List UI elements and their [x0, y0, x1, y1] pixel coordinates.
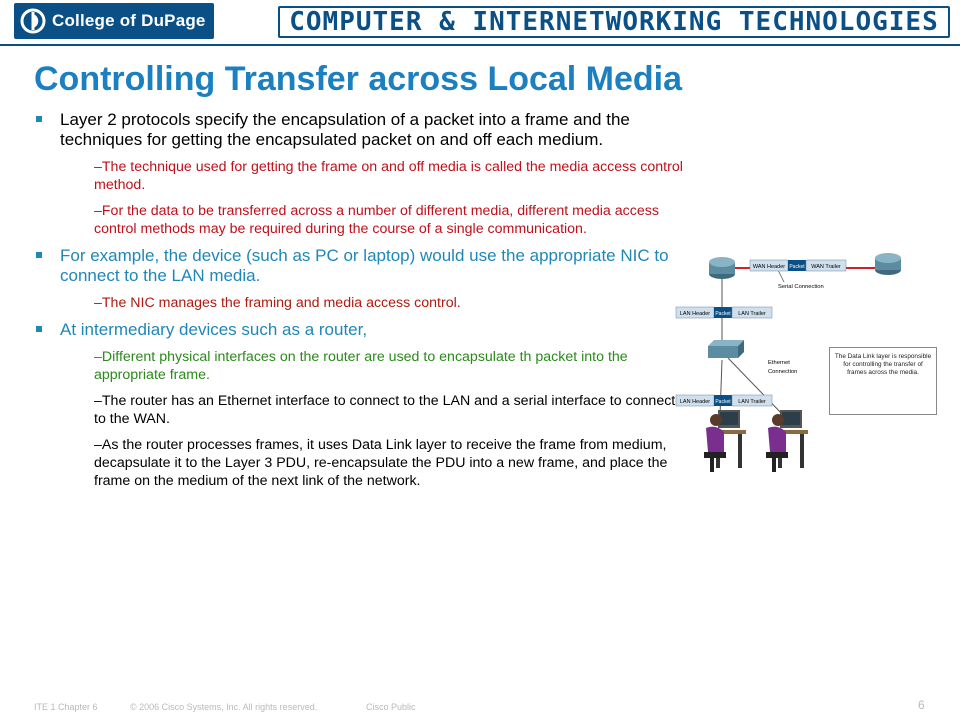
serial-connection-label: Serial Connection — [778, 284, 824, 290]
lan-trailer-label: LAN Trailer — [738, 311, 766, 317]
switch-pc-link — [720, 360, 722, 416]
packet-label: Packet — [715, 399, 731, 405]
bullet-square-icon — [36, 252, 42, 258]
program-banner — [278, 6, 950, 38]
sub-bullet: –The router has an Ethernet interface to connect to the LAN and a serial interface to connect to the WAN. — [94, 393, 676, 427]
header-divider — [0, 44, 960, 46]
wan-trailer-label: WAN Trailer — [811, 264, 841, 270]
bullet-text: Layer 2 protocols specify the encapsulation of a packet into a frame and the techniques for getting the encapsulated packet on and off each medium. — [60, 110, 630, 149]
sub-bullet: –As the router processes frames, it uses Data Link layer to receive the frame from medium, decapsulate it to the Layer 3 PDU, re-encapsulate the PDU into a new frame, and place the frame on the medium of the next link of the network. — [94, 437, 668, 489]
page-number: 6 — [918, 698, 925, 712]
header-bar — [0, 0, 960, 45]
slide-body — [34, 110, 684, 498]
switch-pc-link — [728, 358, 784, 416]
packet-label: Packet — [715, 311, 731, 317]
bullet-intermediary-devices — [34, 320, 684, 340]
footer-classification: Cisco Public — [366, 702, 416, 712]
sub-bullet: –For the data to be transferred across a number of different media, different media access control methods may be required during the course of a single communication. — [94, 203, 659, 237]
bullet-square-icon — [36, 326, 42, 332]
wan-header-label: WAN Header — [752, 264, 786, 270]
lan-frame-bottom — [676, 395, 772, 406]
college-logo-icon — [20, 8, 46, 34]
connection-label: Connection — [768, 369, 798, 375]
pointer-line — [778, 270, 784, 282]
sub-bullet: –Different physical interfaces on the router are used to encapsulate th packet into the appropriate frame. — [94, 349, 628, 383]
router-right-icon — [875, 253, 901, 275]
pc-user-right-icon — [766, 410, 808, 472]
lan-header-label: LAN Header — [679, 399, 711, 405]
sub-bullet: –The NIC manages the framing and media access control. — [94, 295, 461, 311]
packet-label: Packet — [789, 264, 805, 270]
lan-frame-top — [676, 307, 772, 318]
bullet-square-icon — [36, 116, 42, 122]
bullet-text: At intermediary devices such as a router, — [60, 320, 368, 339]
bullet-nic-example — [34, 246, 684, 286]
logo-text: College of DuPage — [52, 11, 206, 30]
switch-icon — [708, 340, 744, 358]
ethernet-label: Ethernet — [768, 360, 790, 366]
slide-title: Controlling Transfer across Local Media — [34, 60, 683, 98]
banner-text: COMPUTER & INTERNETWORKING TECHNOLOGIES — [289, 7, 939, 37]
lan-trailer-label: LAN Trailer — [738, 399, 766, 405]
bullet-layer2-protocols — [34, 110, 684, 150]
footer-copyright: © 2006 Cisco Systems, Inc. All rights reserved. — [130, 702, 318, 712]
bullet-text: For example, the device (such as PC or laptop) would use the appropriate NIC to connect to the LAN media. — [60, 246, 669, 285]
wan-frame — [750, 260, 846, 271]
data-link-note-box: The Data Link layer is responsible for controlling the transfer of frames across the media. — [829, 347, 937, 415]
sub-bullet: –The technique used for getting the frame on and off media is called the media access control method. — [94, 159, 683, 193]
college-logo — [14, 3, 214, 39]
lan-header-label: LAN Header — [679, 311, 711, 317]
footer-chapter: ITE 1 Chapter 6 — [34, 702, 98, 712]
router-left-icon — [709, 257, 735, 279]
pc-user-left-icon — [704, 410, 746, 472]
